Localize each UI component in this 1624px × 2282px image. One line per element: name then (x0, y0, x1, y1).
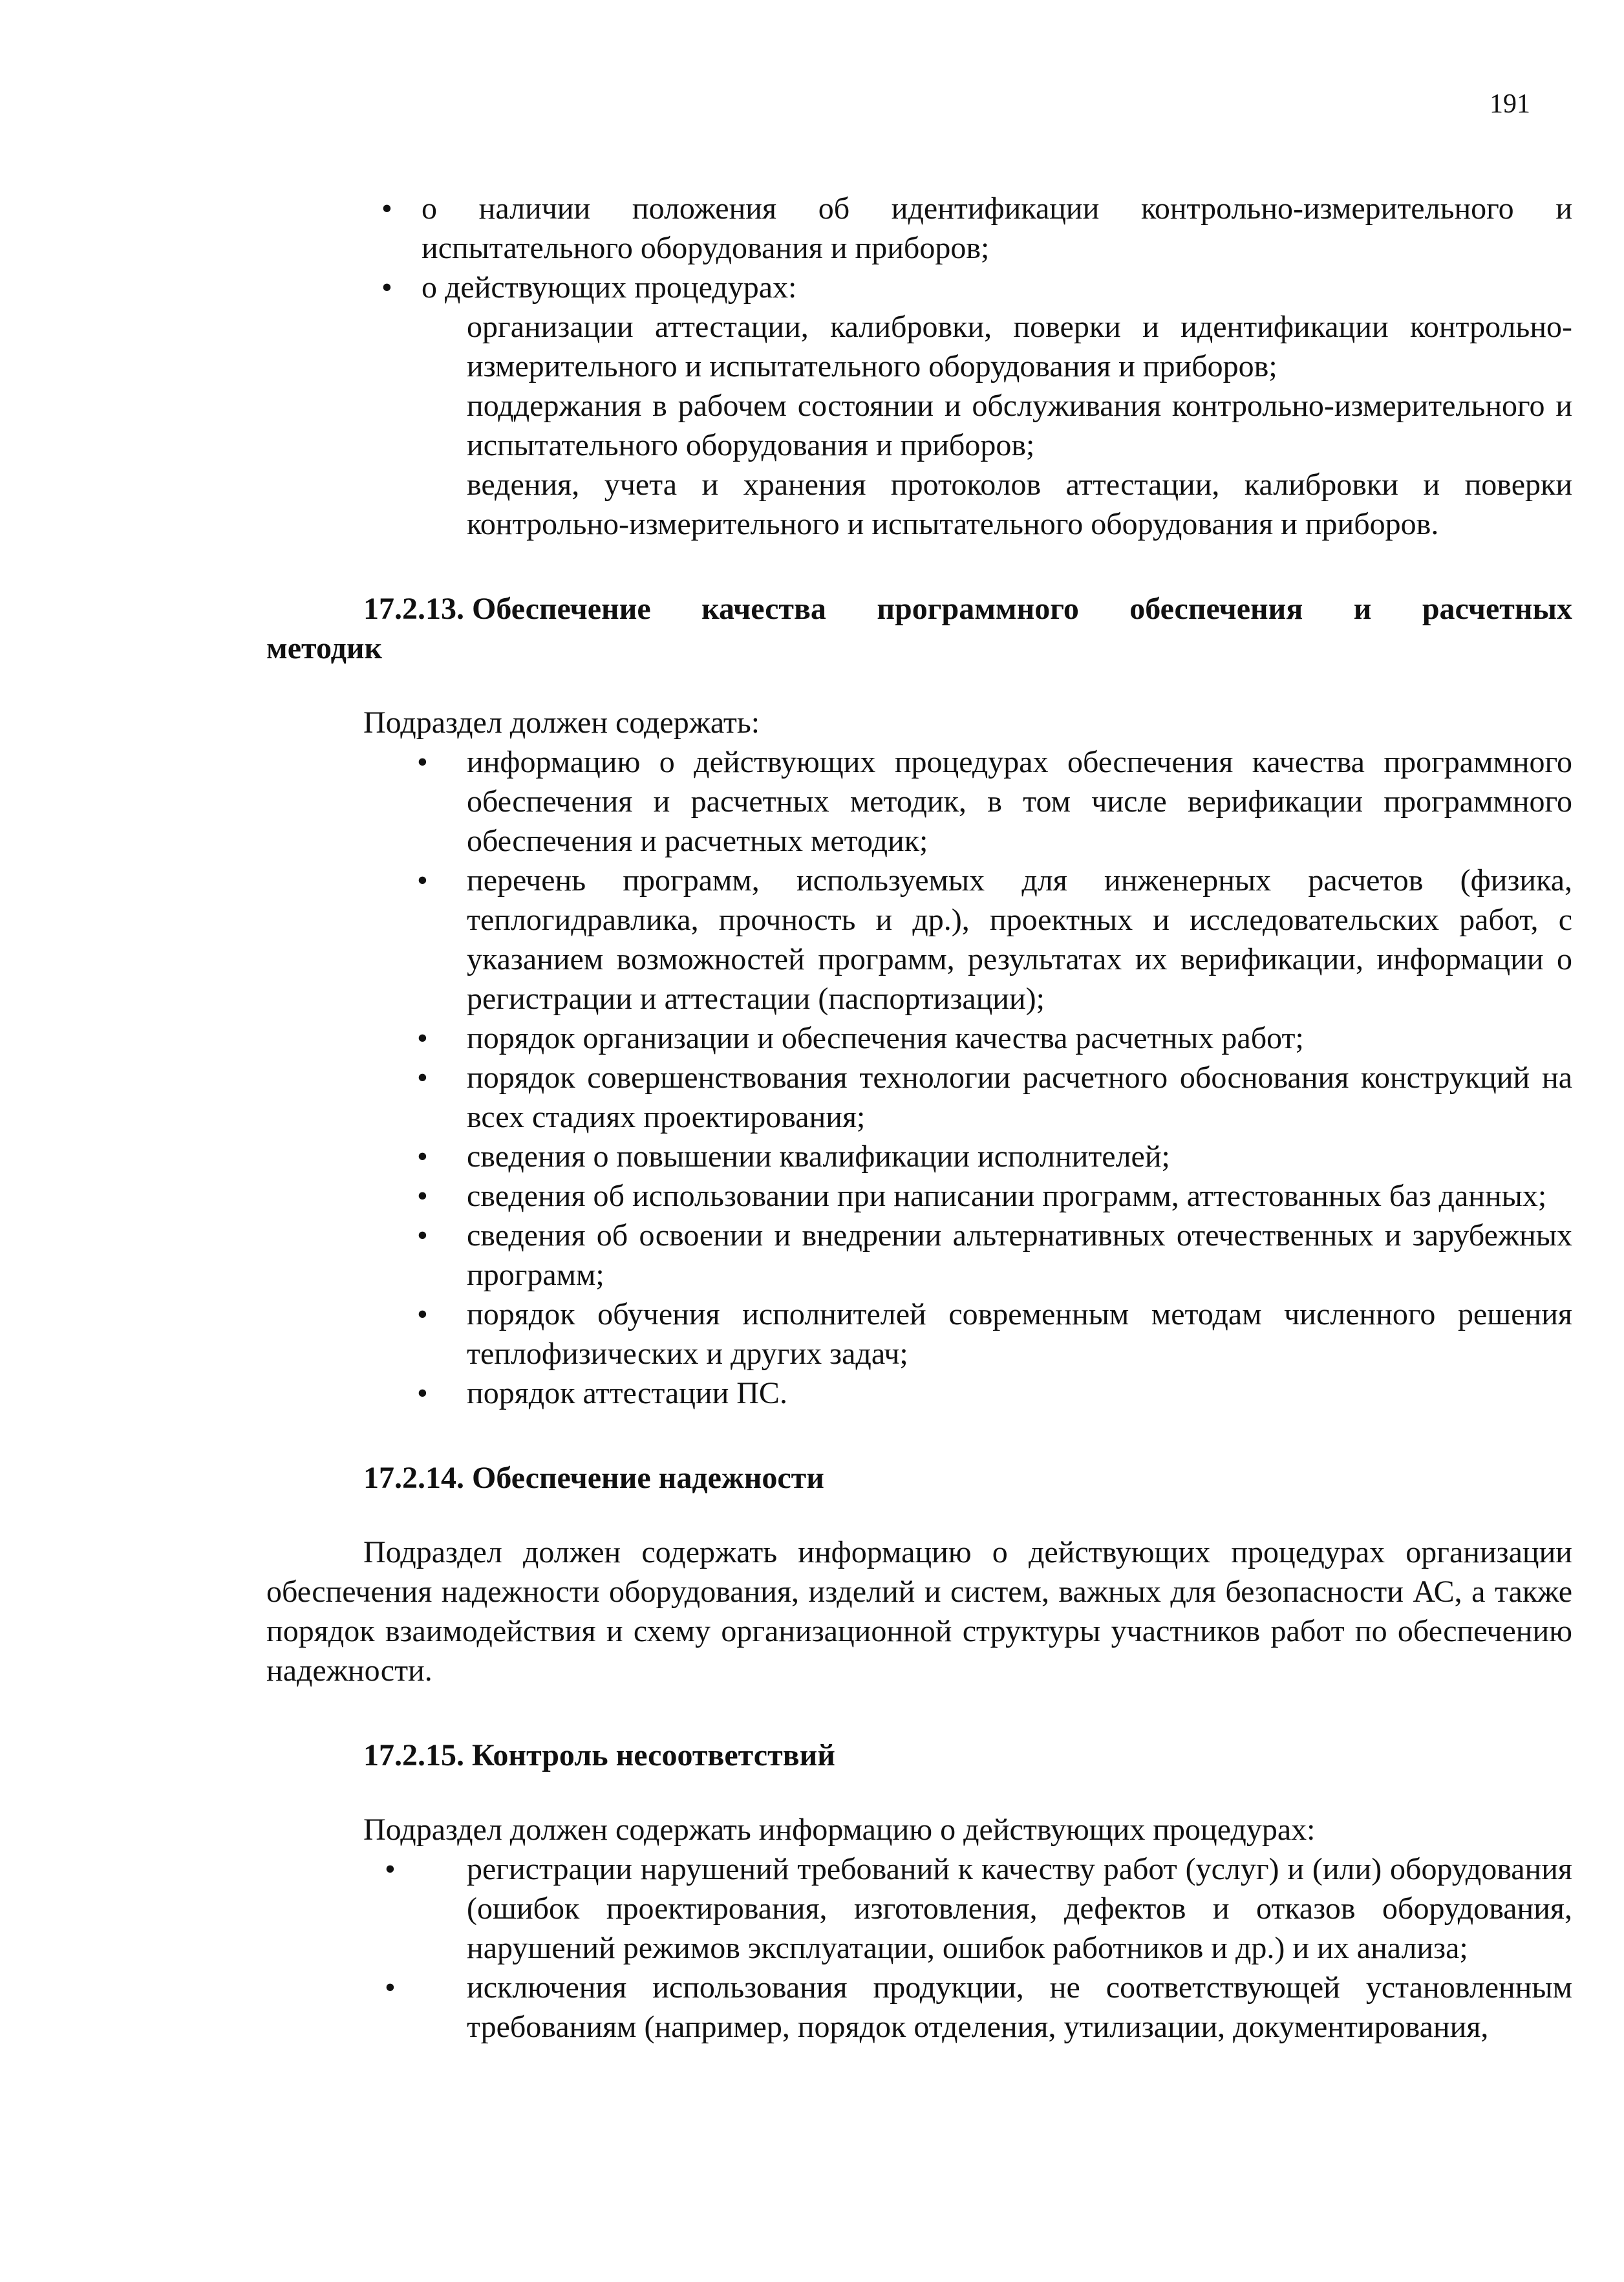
list-item-text: сведения об освоении и внедрении альтернативных отечественных и зарубежных программ; (467, 1218, 1572, 1292)
heading-word: расчетных (1422, 592, 1572, 626)
list-item-text: информацию о действующих процедурах обеспечения качества программного обеспечения и расчетных методик, в том числе верификации программного обеспечения и расчетных методик; (467, 745, 1572, 858)
section-heading-17-2-14: 17.2.14. Обеспечение надежности (363, 1461, 824, 1495)
list-item-text: о наличии положения об идентификации контрольно-измерительного и испытательного оборудования и приборов; (422, 191, 1572, 265)
list-item (266, 1216, 1572, 1295)
procedure-item: ведения, учета и хранения протоколов аттестации, калибровки и поверки контрольно-измерительного и испытательного оборудования и приборов. (467, 468, 1572, 541)
bullet-icon: • (417, 1218, 428, 1253)
section-bullet-list (266, 742, 1572, 1413)
page-content (266, 189, 1572, 2047)
heading-tail: методик (266, 631, 383, 665)
bullet-icon: • (417, 1179, 428, 1213)
list-item-text: сведения об использовании при написании программ, аттестованных баз данных; (467, 1179, 1547, 1213)
bullet-icon: • (417, 1060, 428, 1095)
list-item (266, 268, 1572, 307)
list-item-text: порядок совершенствования технологии расчетного обоснования конструкций на всех стадиях проектирования; (467, 1060, 1572, 1134)
section-bullet-list (266, 1849, 1572, 2047)
list-item-text: порядок организации и обеспечения качества расчетных работ; (467, 1021, 1304, 1055)
list-item-text: перечень программ, используемых для инженерных расчетов (физика, теплогидравлика, прочность и др.), проектных и исследовательских работ, с указанием возможностей программ, результатах их верификации, информации о регистрации и аттестации (паспортизации); (467, 863, 1572, 1016)
bullet-icon: • (417, 1376, 428, 1410)
list-item-text: о действующих процедурах: (422, 270, 797, 305)
section-heading-17-2-13 (266, 589, 1572, 668)
list-item-text: исключения использования продукции, не соответствующей установленным требованиям (например, порядок отделения, утилизации, документирования, (467, 1970, 1572, 2044)
section-body: Подраздел должен содержать информацию о действующих процедурах организации обеспечения надежности оборудования, изделий и систем, важных для безопасности АС, а также порядок взаимодействия и схему организационной структуры участников работ по обеспечению надежности. (266, 1535, 1572, 1688)
bullet-icon: • (385, 1852, 396, 1886)
heading-word: программного (877, 592, 1079, 626)
section-heading-17-2-15: 17.2.15. Контроль несоответствий (363, 1738, 835, 1772)
procedure-item: организации аттестации, калибровки, поверки и идентификации контрольно-измерительного и испытательного оборудования и приборов; (467, 310, 1572, 383)
list-item-text: регистрации нарушений требований к качеству работ (услуг) и (или) оборудования (ошибок проектирования, изготовления, дефектов и отказов оборудования, нарушений режимов эксплуатации, ошибок работников и др.) и их анализа; (467, 1852, 1572, 1965)
bullet-icon: • (417, 1021, 428, 1055)
bullet-icon: • (417, 1297, 428, 1331)
list-item-text: сведения о повышении квалификации исполнителей; (467, 1139, 1170, 1174)
list-item (266, 1176, 1572, 1216)
page-number: 191 (1490, 89, 1530, 119)
list-item (266, 1137, 1572, 1176)
top-bullet-list (266, 189, 1572, 307)
list-item (266, 1373, 1572, 1413)
heading-word: 17.2.13. Обеспечение (363, 592, 651, 626)
bullet-icon: • (417, 1139, 428, 1174)
section-intro: Подраздел должен содержать: (363, 705, 760, 740)
bullet-icon: • (417, 863, 428, 898)
heading-word: обеспечения (1129, 592, 1303, 626)
list-item (266, 1849, 1572, 1968)
heading-line (266, 589, 1572, 629)
procedure-item: поддержания в рабочем состоянии и обслуживания контрольно-измерительного и испытательного оборудования и приборов; (467, 389, 1572, 462)
procedures-list (266, 307, 1572, 544)
heading-word: и (1353, 592, 1372, 626)
list-item-text: порядок аттестации ПС. (467, 1376, 787, 1410)
list-item (266, 742, 1572, 861)
bullet-icon: • (381, 191, 392, 226)
list-item-text: порядок обучения исполнителей современным методам численного решения теплофизических и других задач; (467, 1297, 1572, 1371)
bullet-icon: • (417, 745, 428, 779)
bullet-icon: • (381, 270, 392, 305)
list-item (266, 1058, 1572, 1137)
heading-word: качества (701, 592, 826, 626)
list-item (266, 861, 1572, 1018)
list-item (266, 1968, 1572, 2047)
bullet-icon: • (385, 1970, 396, 2005)
list-item (266, 1018, 1572, 1058)
list-item (266, 189, 1572, 268)
section-intro: Подраздел должен содержать информацию о действующих процедурах: (363, 1813, 1316, 1847)
list-item (266, 1295, 1572, 1373)
